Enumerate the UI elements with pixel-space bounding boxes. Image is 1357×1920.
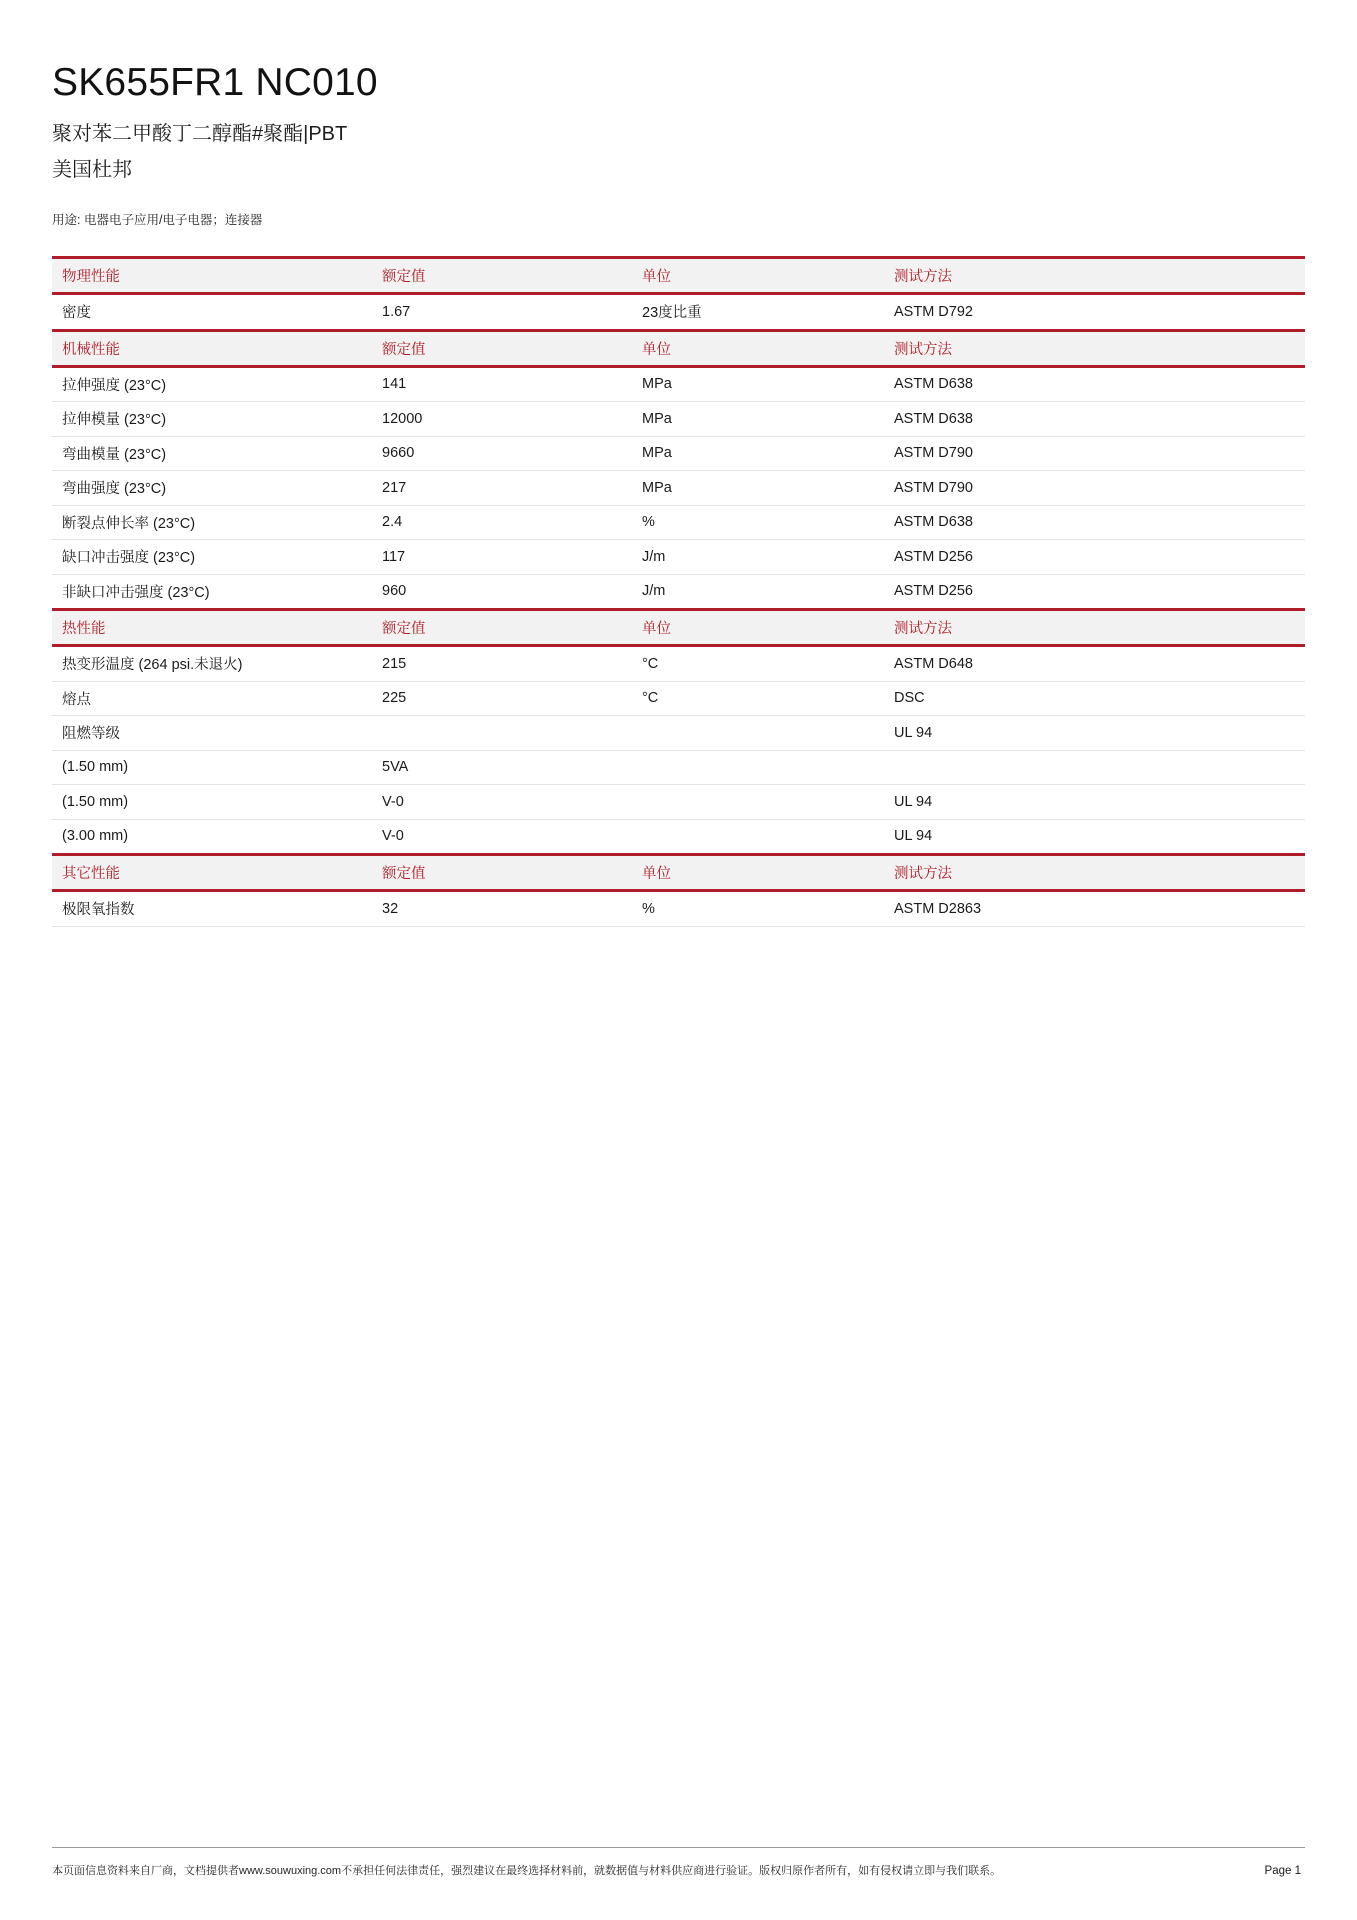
column-header-method: 测试方法 bbox=[884, 610, 1305, 646]
property-unit bbox=[632, 716, 884, 751]
property-unit: 23度比重 bbox=[632, 294, 884, 331]
table-row bbox=[52, 646, 1305, 682]
column-header-method: 测试方法 bbox=[884, 258, 1305, 294]
table-row bbox=[52, 819, 1305, 855]
column-header-value: 额定值 bbox=[370, 855, 632, 891]
property-method: DSC bbox=[884, 681, 1305, 716]
column-header-unit: 单位 bbox=[632, 330, 884, 366]
table-row bbox=[52, 471, 1305, 506]
table-row bbox=[52, 681, 1305, 716]
footer-disclaimer: 本页面信息资料来自厂商，文档提供者www.souwuxing.com不承担任何法律责任，强烈建议在最终选择材料前，就数据值与材料供应商进行验证。版权归原作者所有，如有侵权请立即与我们联系。 bbox=[52, 1865, 1002, 1877]
property-method: ASTM D2863 bbox=[884, 891, 1305, 927]
material-subtitle: 聚对苯二甲酸丁二醇酯#聚酯|PBT bbox=[52, 122, 348, 145]
property-name: 热变形温度 (264 psi.未退火) bbox=[52, 646, 370, 682]
column-header-unit: 单位 bbox=[632, 855, 884, 891]
property-unit bbox=[632, 750, 884, 785]
property-name: (1.50 mm) bbox=[52, 785, 370, 820]
property-value: 2.4 bbox=[370, 505, 632, 540]
properties-table bbox=[52, 256, 1305, 927]
property-value bbox=[370, 716, 632, 751]
property-method: ASTM D792 bbox=[884, 294, 1305, 331]
property-value: 117 bbox=[370, 540, 632, 575]
column-header-method: 测试方法 bbox=[884, 855, 1305, 891]
property-method: ASTM D790 bbox=[884, 436, 1305, 471]
property-name: 拉伸模量 (23°C) bbox=[52, 402, 370, 437]
property-value: 5VA bbox=[370, 750, 632, 785]
property-value: 32 bbox=[370, 891, 632, 927]
properties-table-body bbox=[52, 258, 1305, 927]
column-header-unit: 单位 bbox=[632, 610, 884, 646]
property-name: (3.00 mm) bbox=[52, 819, 370, 855]
section-title: 热性能 bbox=[52, 610, 370, 646]
document-body bbox=[52, 0, 1305, 927]
table-row bbox=[52, 785, 1305, 820]
section-title: 机械性能 bbox=[52, 330, 370, 366]
property-name: (1.50 mm) bbox=[52, 750, 370, 785]
property-method: ASTM D256 bbox=[884, 574, 1305, 610]
column-header-value: 额定值 bbox=[370, 258, 632, 294]
table-row bbox=[52, 505, 1305, 540]
property-unit: °C bbox=[632, 646, 884, 682]
property-method: ASTM D638 bbox=[884, 366, 1305, 402]
manufacturer-label: 美国杜邦 bbox=[52, 158, 132, 181]
property-unit: MPa bbox=[632, 471, 884, 506]
column-header-method: 测试方法 bbox=[884, 330, 1305, 366]
property-name: 断裂点伸长率 (23°C) bbox=[52, 505, 370, 540]
property-value: 141 bbox=[370, 366, 632, 402]
property-method: ASTM D638 bbox=[884, 505, 1305, 540]
property-method bbox=[884, 750, 1305, 785]
table-row bbox=[52, 574, 1305, 610]
property-unit: MPa bbox=[632, 402, 884, 437]
property-unit bbox=[632, 819, 884, 855]
section-header-row bbox=[52, 330, 1305, 366]
table-row bbox=[52, 716, 1305, 751]
property-name: 弯曲强度 (23°C) bbox=[52, 471, 370, 506]
column-header-value: 额定值 bbox=[370, 330, 632, 366]
property-value: 217 bbox=[370, 471, 632, 506]
property-method: ASTM D638 bbox=[884, 402, 1305, 437]
table-row bbox=[52, 540, 1305, 575]
property-method: ASTM D256 bbox=[884, 540, 1305, 575]
property-name: 缺口冲击强度 (23°C) bbox=[52, 540, 370, 575]
section-title: 其它性能 bbox=[52, 855, 370, 891]
property-unit: J/m bbox=[632, 540, 884, 575]
property-value: 215 bbox=[370, 646, 632, 682]
page-title: SK655FR1 NC010 bbox=[52, 61, 378, 104]
property-method: ASTM D648 bbox=[884, 646, 1305, 682]
property-name: 非缺口冲击强度 (23°C) bbox=[52, 574, 370, 610]
section-header-row bbox=[52, 258, 1305, 294]
page-footer bbox=[52, 1847, 1305, 1878]
section-header-row bbox=[52, 855, 1305, 891]
property-name: 阻燃等级 bbox=[52, 716, 370, 751]
property-name: 极限氧指数 bbox=[52, 891, 370, 927]
usage-label: 用途: 电器电子应用/电子电器；连接器 bbox=[52, 212, 263, 227]
property-unit: % bbox=[632, 891, 884, 927]
section-header-row bbox=[52, 610, 1305, 646]
property-name: 熔点 bbox=[52, 681, 370, 716]
property-value: 960 bbox=[370, 574, 632, 610]
property-method: UL 94 bbox=[884, 716, 1305, 751]
property-method: UL 94 bbox=[884, 785, 1305, 820]
footer-content bbox=[52, 1848, 1305, 1878]
property-value: 9660 bbox=[370, 436, 632, 471]
table-row bbox=[52, 402, 1305, 437]
property-value: 225 bbox=[370, 681, 632, 716]
property-value: 1.67 bbox=[370, 294, 632, 331]
table-row bbox=[52, 366, 1305, 402]
property-method: UL 94 bbox=[884, 819, 1305, 855]
section-title: 物理性能 bbox=[52, 258, 370, 294]
column-header-unit: 单位 bbox=[632, 258, 884, 294]
table-row bbox=[52, 891, 1305, 927]
table-row bbox=[52, 436, 1305, 471]
property-unit: °C bbox=[632, 681, 884, 716]
property-value: V-0 bbox=[370, 785, 632, 820]
property-unit: MPa bbox=[632, 366, 884, 402]
table-row bbox=[52, 294, 1305, 331]
property-name: 密度 bbox=[52, 294, 370, 331]
column-header-value: 额定值 bbox=[370, 610, 632, 646]
property-method: ASTM D790 bbox=[884, 471, 1305, 506]
property-name: 弯曲模量 (23°C) bbox=[52, 436, 370, 471]
property-value: V-0 bbox=[370, 819, 632, 855]
property-unit: % bbox=[632, 505, 884, 540]
table-row bbox=[52, 750, 1305, 785]
property-name: 拉伸强度 (23°C) bbox=[52, 366, 370, 402]
property-value: 12000 bbox=[370, 402, 632, 437]
property-unit: J/m bbox=[632, 574, 884, 610]
property-unit: MPa bbox=[632, 436, 884, 471]
page-number: Page 1 bbox=[1264, 1865, 1301, 1877]
property-unit bbox=[632, 785, 884, 820]
